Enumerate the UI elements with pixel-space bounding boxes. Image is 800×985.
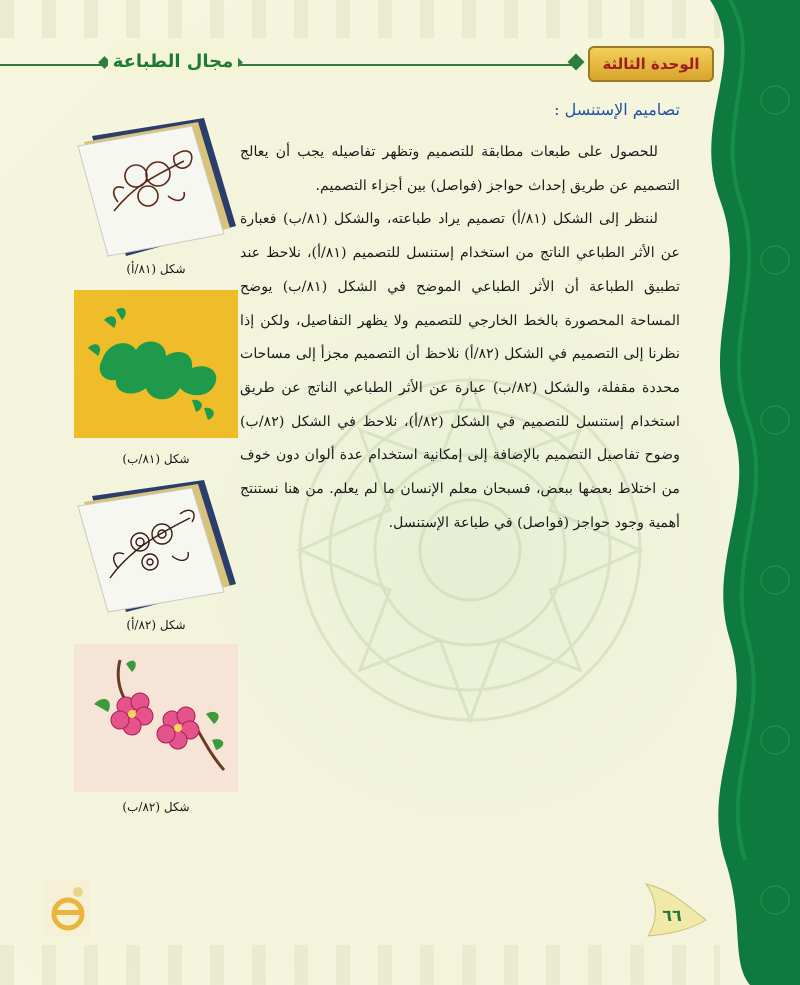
- header-rule-left: [0, 64, 104, 66]
- page-number: ٦٦: [662, 906, 682, 925]
- figure-81b: [74, 290, 238, 438]
- green-side-band: [690, 0, 800, 985]
- section-title: تصاميم الإستنسل :: [554, 100, 680, 119]
- bottom-ornament-border: [0, 945, 720, 985]
- figure-81b-image: [74, 290, 238, 438]
- caption-82a: شكل (٨٢/أ): [126, 618, 186, 632]
- caption-82b: شكل (٨٢/ب): [122, 800, 190, 814]
- publisher-logo-icon: [44, 880, 90, 936]
- header-rule-middle: [236, 64, 572, 66]
- unit-badge: الوحدة الثالثة: [588, 46, 714, 82]
- figure-82b: [74, 644, 238, 792]
- figure-82b-image: [74, 644, 238, 792]
- paragraph-1: للحصول على طبعات مطابقة للتصميم وتظهر تفاصيله يجب أن يعالج التصميم عن طريق إحداث حواجز (فواصل) بين أجزاء التصميم.: [240, 144, 680, 194]
- caption-81b: شكل (٨١/ب): [122, 452, 190, 466]
- figure-82a: [74, 478, 238, 614]
- figure-81a-image: [74, 116, 238, 258]
- paragraph-2: لننظر إلى الشكل (٨١/أ) تصميم يراد طباعته، والشكل (٨١/ب) فعبارة عن الأثر الطباعي الناتج من استخدام إستنسل للتصميم (٨١/أ)، نلاحظ عند تطبيق الطباعة أن الأثر الطباعي الموضح في الشكل (٨١/ب) يوضح المساحة المحصورة بالخط الخارجي للتصميم ولا يظهر التفاصيل، ولكن إذا نظرنا إلى التصميم في الشكل (٨٢/أ) نلاحظ أن التصميم مجزأ إلى مساحات محددة مقفلة، والشكل (٨٢/ب) عبارة عن الأثر الطباعي الناتج عن طريق استخدام إستنسل للتصميم في الشكل (٨٢/أ)، نلاحظ في الشكل (٨٢/ب) وضوح تفاصيل التصميم بالإضافة إلى إمكانية استخدام عدة ألوان دون خوف من اختلاط بعضها ببعض، فسبحان معلم الإنسان ما لم يعلم. من هنا نستنتج أهمية وجود حواجز (فواصل) في طباعة الإستنسل.: [240, 211, 681, 531]
- caption-81a: شكل (٨١/أ): [126, 262, 186, 276]
- figure-82a-image: [74, 478, 238, 614]
- figure-81a: [74, 116, 238, 258]
- field-title: مجال الطباعة: [108, 46, 238, 78]
- top-ornament-border: [0, 0, 720, 38]
- body-text: [240, 136, 680, 540]
